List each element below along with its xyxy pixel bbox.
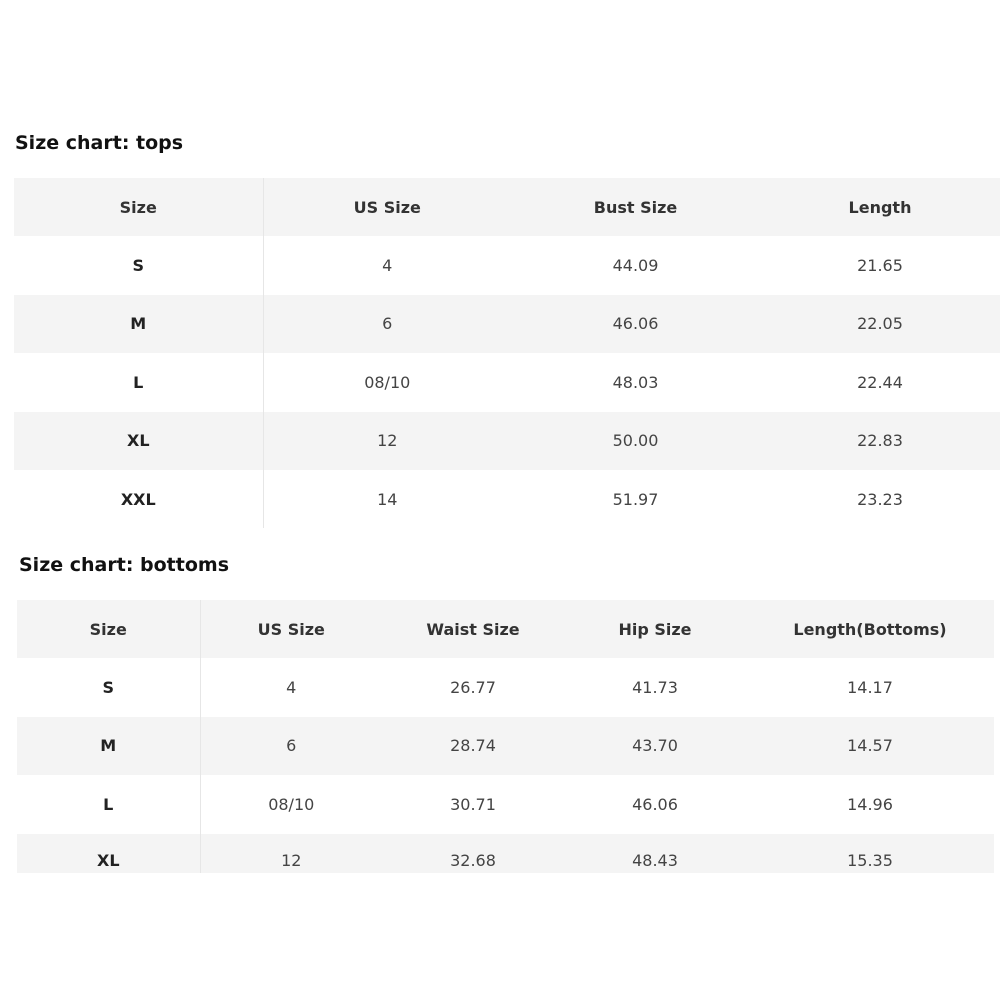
size-cell: S: [17, 658, 200, 716]
us-size-cell: 4: [382, 256, 393, 276]
bottoms-header-hip-size: Hip Size: [618, 619, 692, 639]
table-row: [17, 658, 994, 716]
size-cell: S: [14, 236, 263, 294]
length-cell: 21.65: [857, 256, 903, 276]
tops-header-us-size: US Size: [353, 197, 421, 217]
us-size-cell: 08/10: [364, 372, 411, 392]
bottoms-title: Size chart: bottoms: [19, 554, 230, 576]
bottoms-header-waist-size: Waist Size: [426, 619, 520, 639]
size-cell: XL: [17, 834, 200, 873]
length-cell: 14.57: [847, 736, 893, 756]
bottoms-header-size: Size: [17, 600, 200, 658]
us-size-cell: 6: [382, 314, 393, 334]
size-cell: XXL: [14, 470, 263, 528]
length-cell: 15.35: [847, 850, 893, 870]
hip-size-cell: 43.70: [632, 736, 678, 756]
hip-size-cell: 48.43: [632, 850, 678, 870]
us-size-cell: 6: [286, 736, 297, 756]
length-cell: 14.17: [847, 678, 893, 698]
table-row: [14, 236, 1000, 294]
tops-size-table: [14, 178, 1000, 528]
tops-title: Size chart: tops: [15, 132, 184, 154]
table-row: [14, 353, 1000, 411]
hip-size-cell: 41.73: [632, 678, 678, 698]
us-size-cell: 12: [281, 850, 302, 870]
bottoms-header-length: Length(Bottoms): [793, 619, 947, 639]
length-cell: 22.44: [857, 372, 903, 392]
tops-header-length: Length: [848, 197, 912, 217]
tops-header-size: Size: [14, 178, 263, 236]
hip-size-cell: 46.06: [632, 794, 678, 814]
size-cell: L: [17, 775, 200, 833]
bottoms-header-us-size: US Size: [257, 619, 325, 639]
waist-size-cell: 26.77: [450, 678, 496, 698]
size-cell: M: [14, 295, 263, 353]
tops-header-row: [14, 178, 1000, 236]
table-row: [17, 775, 994, 833]
bust-size-cell: 51.97: [612, 489, 659, 509]
tops-header-bust-size: Bust Size: [593, 197, 678, 217]
us-size-cell: 4: [286, 678, 297, 698]
us-size-cell: 14: [377, 489, 398, 509]
waist-size-cell: 28.74: [450, 736, 496, 756]
table-row: [17, 717, 994, 775]
table-row: [17, 834, 994, 873]
length-cell: 22.83: [857, 431, 903, 451]
us-size-cell: 08/10: [268, 794, 315, 814]
waist-size-cell: 30.71: [450, 794, 496, 814]
table-row: [14, 412, 1000, 470]
bust-size-cell: 48.03: [612, 372, 659, 392]
bust-size-cell: 46.06: [612, 314, 659, 334]
length-cell: 14.96: [847, 794, 893, 814]
table-row: [14, 470, 1000, 528]
waist-size-cell: 32.68: [450, 850, 496, 870]
bust-size-cell: 50.00: [612, 431, 659, 451]
size-cell: M: [17, 717, 200, 775]
bust-size-cell: 44.09: [612, 256, 659, 276]
size-cell: XL: [14, 412, 263, 470]
length-cell: 23.23: [857, 489, 903, 509]
size-cell: L: [14, 353, 263, 411]
bottoms-size-table: [17, 600, 995, 873]
table-row: [14, 295, 1000, 353]
bottoms-header-row: [17, 600, 994, 658]
us-size-cell: 12: [377, 431, 398, 451]
length-cell: 22.05: [857, 314, 903, 334]
